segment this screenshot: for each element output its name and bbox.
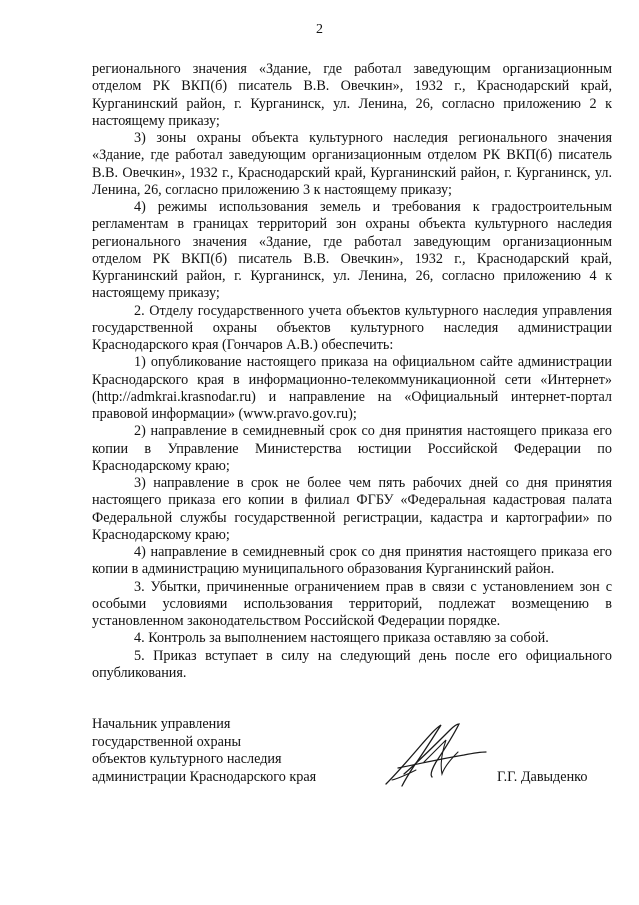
signatory-title-line: администрации Краснодарского края xyxy=(92,768,317,785)
paragraph: 3. Убытки, причиненные ограничением прав в связи с установлением зон с особыми условиями использования территорий, подлежат возмещению в установленном законодательством Российской Федерации порядке. xyxy=(92,578,612,629)
page-number: 2 xyxy=(316,22,323,37)
signatory-title-line: государственной охраны xyxy=(92,733,242,750)
paragraph: 1) опубликование настоящего приказа на официальном сайте администрации Краснодарского края в информационно-телекоммуникационной сети «Интернет» (http://admkrai.krasnodar.ru) и направление на «Официальный интернет-портал правовой информации» (www.pravo.gov.ru); xyxy=(92,354,612,422)
handwritten-signature xyxy=(378,722,488,792)
signatory-name: Г.Г. Давыденко xyxy=(497,769,588,785)
paragraph: 3) зоны охраны объекта культурного наследия регионального значения «Здание, где работал заведующим организационным отделом РК ВКП(б) писатель В.В. Овечкин», 1932 г., Краснодарский край, Курганинский район, г. Курганинск, ул. Ленина, 26, согласно приложению 3 к настоящему приказу; xyxy=(92,130,612,198)
document-body xyxy=(92,61,612,682)
paragraph: 2. Отделу государственного учета объектов культурного наследия управления государственной охраны объектов культурного наследия администрации Краснодарского края (Гончаров А.В.) обеспечить: xyxy=(92,302,612,353)
paragraph: 5. Приказ вступает в силу на следующий день после его официального опубликования. xyxy=(92,647,612,681)
signatory-title-line: Начальник управления xyxy=(92,716,231,732)
paragraph: 4. Контроль за выполнением настоящего приказа оставляю за собой. xyxy=(134,630,549,647)
signatory-title xyxy=(92,716,392,786)
paragraph: 4) направление в семидневный срок со дня принятия настоящего приказа его копии в администрацию муниципального образования Курганинский район. xyxy=(92,544,612,578)
signatory-title-line: объектов культурного наследия xyxy=(92,751,282,767)
paragraph: 2) направление в семидневный срок со дня принятия настоящего приказа его копии в Управление Министерства юстиции Российской Федерации по Краснодарскому краю; xyxy=(92,423,612,474)
paragraph: регионального значения «Здание, где работал заведующим организационным отделом РК ВКП(б) писатель В.В. Овечкин», 1932 г., Краснодарский край, Курганинский район, г. Курганинск, ул. Ленина, 26, согласно приложению 2 к настоящему приказу; xyxy=(92,61,612,129)
paragraph: 3) направление в срок не более чем пять рабочих дней со дня принятия настоящего приказа его копии в филиал ФГБУ «Федеральная кадастровая палата Федеральной службы государственной регистрации, кадастра и картографии» по Краснодарскому краю; xyxy=(92,475,612,543)
paragraph: 4) режимы использования земель и требования к градостроительным регламентам в границах территорий зон охраны объекта культурного наследия регионального значения «Здание, где работал заведующим организационным отделом РК ВКП(б) писатель В.В. Овечкин», 1932 г., Краснодарский край, Курганинский район, г. Курганинск, ул. Ленина, 26, согласно приложению 4 к настоящему приказу; xyxy=(92,199,612,302)
